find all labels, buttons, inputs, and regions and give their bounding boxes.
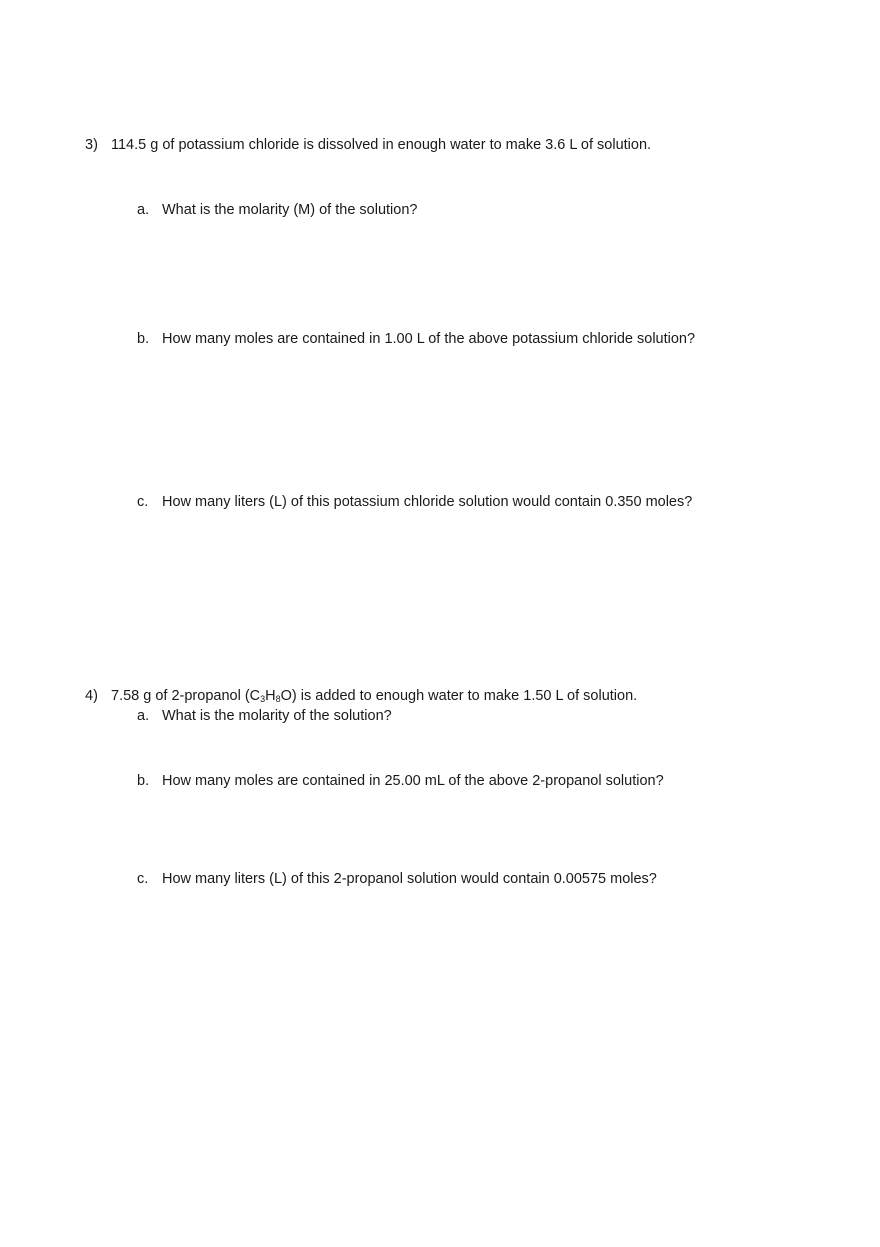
problem-4b-text: How many moles are contained in 25.00 mL of the above 2-propanol solution? bbox=[162, 773, 664, 789]
problem-4-stem-h: H bbox=[265, 688, 276, 704]
problem-3a-text: What is the molarity (M) of the solution? bbox=[162, 202, 418, 218]
problem-3b-text: How many moles are contained in 1.00 L of the above potassium chloride solution? bbox=[162, 331, 696, 347]
problem-4a-text: What is the molarity of the solution? bbox=[162, 708, 392, 724]
problem-4-stem-part1: 7.58 g of 2-propanol (C bbox=[111, 688, 261, 704]
problem-3b-letter: b. bbox=[137, 331, 150, 347]
problem-4c-text: How many liters (L) of this 2-propanol solution would contain 0.00575 moles? bbox=[162, 871, 657, 887]
problem-4-stem-part2: O) is added to enough water to make 1.50 L of solution. bbox=[280, 688, 638, 704]
problem-4a-letter: a. bbox=[137, 708, 150, 724]
problem-4b-letter: b. bbox=[137, 773, 150, 789]
subscript-3: 3 bbox=[260, 694, 266, 704]
problem-4-stem bbox=[111, 689, 637, 704]
problem-3c-text: How many liters (L) of this potassium chloride solution would contain 0.350 moles? bbox=[162, 494, 693, 510]
problem-3a-letter: a. bbox=[137, 202, 150, 218]
subscript-8: 8 bbox=[275, 694, 281, 704]
problem-3-number: 3) bbox=[85, 137, 98, 153]
problem-3c-letter: c. bbox=[137, 494, 149, 510]
problem-3-stem: 114.5 g of potassium chloride is dissolved in enough water to make 3.6 L of solution. bbox=[111, 137, 652, 153]
problem-4-number: 4) bbox=[85, 688, 98, 704]
problem-4c-letter: c. bbox=[137, 871, 149, 887]
